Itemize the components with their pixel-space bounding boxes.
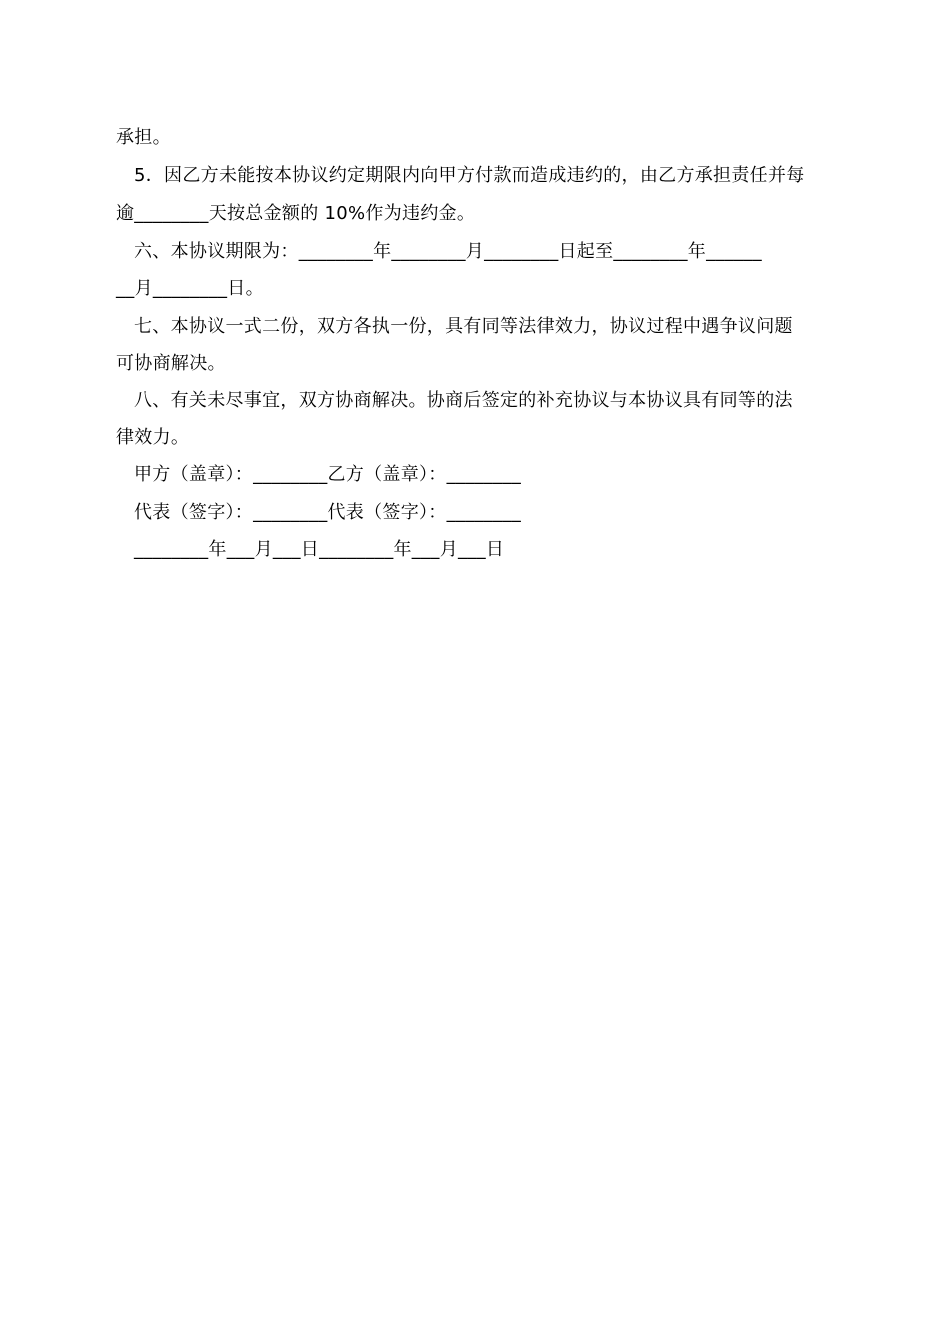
clause-5-line-1: 5．因乙方未能按本协议约定期限内向甲方付款而造成违约的，由乙方承担责任并每 (134, 165, 805, 186)
date-line: ________年___月___日________年___月___日 (134, 539, 505, 560)
clause-8-line-2: 律效力。 (116, 427, 190, 448)
clause-8-line-1: 八、有关未尽事宜，双方协商解决。协商后签定的补充协议与本协议具有同等的法 (134, 390, 793, 411)
clause-7-line-2: 可协商解决。 (116, 353, 226, 374)
clause-5-line-2: 逾________天按总金额的 10%作为违约金。 (116, 203, 476, 224)
clause-6-line-2: __月________日。 (116, 278, 264, 299)
clause-7-line-1: 七、本协议一式二份，双方各执一份，具有同等法律效力，协议过程中遇争议问题 (134, 316, 793, 337)
clause-6-line-1: 六、本协议期限为：________年________月________日起至________年______ (134, 241, 762, 262)
seal-line: 甲方（盖章）：________乙方（盖章）：________ (134, 464, 521, 485)
signature-line: 代表（签字）：________代表（签字）：________ (134, 502, 521, 523)
text-line: 承担。 (116, 127, 171, 148)
